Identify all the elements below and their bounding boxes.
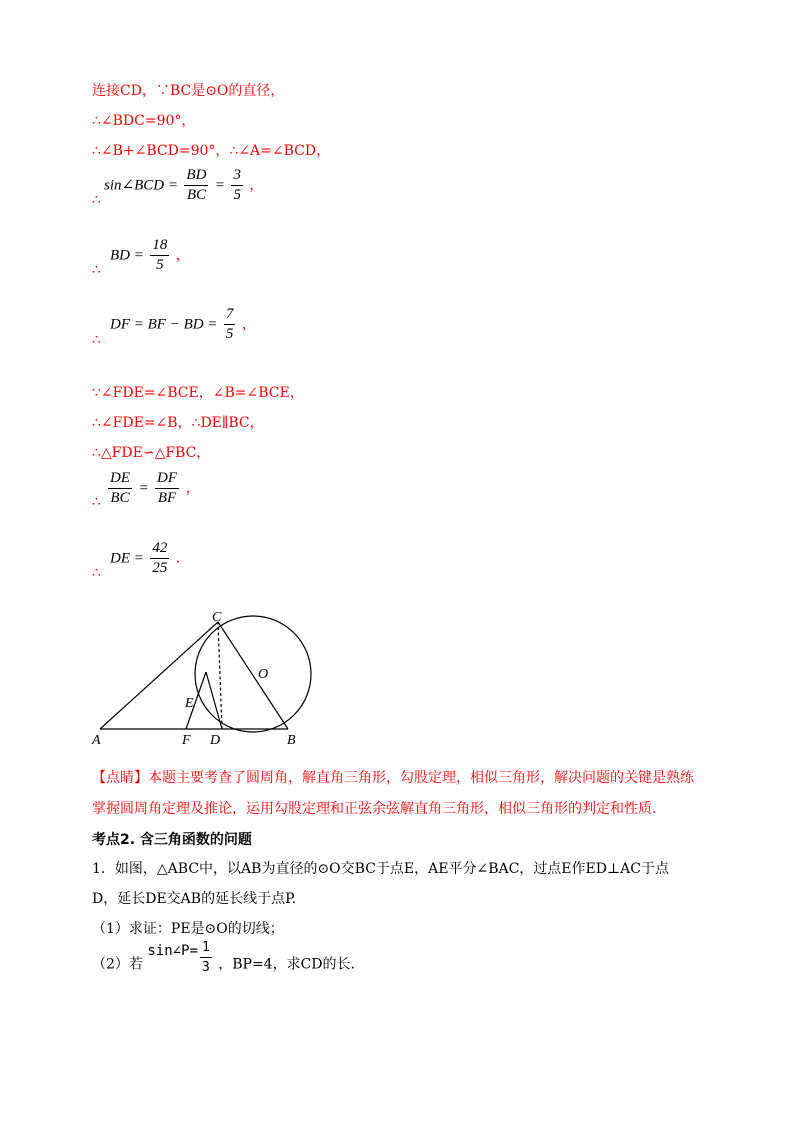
bd-lhs: BD = bbox=[110, 247, 144, 264]
label-d: D bbox=[210, 733, 221, 748]
segment-ac bbox=[100, 622, 218, 729]
df-equation bbox=[110, 306, 256, 343]
df-lhs: DF = BF − BD = bbox=[110, 316, 218, 333]
numerator: 42 bbox=[150, 540, 169, 559]
comma: ， bbox=[175, 247, 190, 264]
solution-line-7: ∵∠FDE=∠BCE，∠B=∠BCE， bbox=[92, 385, 304, 401]
denominator: 25 bbox=[152, 560, 168, 576]
q2-suffix: ，BP=4，求CD的长. bbox=[218, 956, 355, 973]
equals: = bbox=[214, 177, 225, 194]
q2-sin: sin∠P= bbox=[147, 943, 198, 959]
denominator: 5 bbox=[225, 326, 234, 342]
comma: ， bbox=[241, 316, 256, 333]
numerator: BD bbox=[184, 167, 208, 186]
label-e: E bbox=[185, 696, 194, 711]
fraction-df-bf bbox=[155, 470, 179, 507]
solution-line-1: 连接CD，∵BC是⊙O的直径， bbox=[92, 83, 285, 99]
fraction-1-3 bbox=[200, 939, 212, 976]
sin-equation bbox=[104, 167, 263, 204]
de-lhs: DE = bbox=[110, 550, 144, 567]
denominator: BC bbox=[110, 490, 130, 506]
numerator: 18 bbox=[150, 237, 169, 256]
period: . bbox=[175, 550, 181, 567]
fraction-de-bc bbox=[108, 470, 132, 507]
numerator: DE bbox=[108, 470, 132, 489]
segment-cb bbox=[218, 622, 288, 729]
denominator: 5 bbox=[233, 187, 241, 203]
therefore-symbol: ∴ bbox=[92, 192, 101, 208]
numerator: DF bbox=[155, 470, 179, 489]
comment-line-2: 掌握圆周角定理及推论，运用勾股定理和正弦余弦解直角三角形，相似三角形的判定和性质. bbox=[92, 801, 657, 817]
fraction-18-5 bbox=[150, 237, 169, 274]
comma: ， bbox=[249, 177, 264, 194]
therefore-symbol: ∴ bbox=[92, 565, 101, 581]
solution-line-3: ∴∠B+∠BCD=90°，∴∠A=∠BCD， bbox=[92, 143, 331, 159]
sin-lhs: sin∠BCD = bbox=[104, 177, 178, 194]
segment-cd-dashed bbox=[218, 622, 222, 729]
fraction-bd-bc bbox=[184, 167, 208, 204]
ratio-equation bbox=[106, 470, 199, 507]
denominator: 3 bbox=[201, 960, 210, 975]
problem-line-2: D，延长DE交AB的延长线于点P. bbox=[92, 891, 297, 907]
problem-q2 bbox=[92, 940, 355, 982]
geometry-figure bbox=[88, 610, 328, 750]
fraction-7-5 bbox=[224, 306, 236, 343]
solution-line-8: ∴∠FDE=∠B，∴DE∥BC， bbox=[92, 415, 264, 431]
solution-line-9: ∴△FDE∽△FBC， bbox=[92, 445, 211, 461]
numerator: 1 bbox=[200, 939, 212, 958]
denominator: 5 bbox=[156, 257, 164, 273]
comma: ， bbox=[185, 480, 200, 497]
segment-ed bbox=[206, 672, 222, 729]
label-f: F bbox=[182, 733, 191, 748]
section-title: 考点2. 含三角函数的问题 bbox=[92, 832, 252, 848]
denominator: BC bbox=[186, 187, 206, 203]
label-c: C bbox=[212, 610, 222, 625]
comment-line-1: 【点睛】本题主要考查了圆周角，解直角三角形，勾股定理，相似三角形，解决问题的关键是熟练 bbox=[92, 770, 694, 786]
denominator: BF bbox=[157, 490, 177, 506]
fraction-3-5 bbox=[231, 167, 243, 204]
label-a: A bbox=[92, 733, 101, 748]
label-o: O bbox=[258, 667, 269, 682]
therefore-symbol: ∴ bbox=[92, 262, 101, 278]
label-b: B bbox=[287, 733, 296, 748]
bd-equation bbox=[110, 237, 190, 274]
problem-q1: （1）求证：PE是⊙O的切线； bbox=[92, 921, 284, 937]
therefore-symbol: ∴ bbox=[92, 332, 101, 348]
equals: = bbox=[138, 480, 149, 497]
numerator: 7 bbox=[224, 306, 236, 325]
fraction-42-25 bbox=[150, 540, 169, 577]
numerator: 3 bbox=[231, 167, 243, 186]
circle-o bbox=[195, 616, 311, 732]
de-equation bbox=[110, 540, 180, 577]
solution-line-2: ∴∠BDC=90°， bbox=[92, 113, 196, 129]
q2-prefix: （2）若 bbox=[92, 956, 143, 973]
problem-line-1: 1．如图，△ABC中，以AB为直径的⊙O交BC于点E，AE平分∠BAC，过点E作ED⊥AC于点 bbox=[92, 861, 669, 877]
therefore-symbol: ∴ bbox=[92, 494, 101, 510]
